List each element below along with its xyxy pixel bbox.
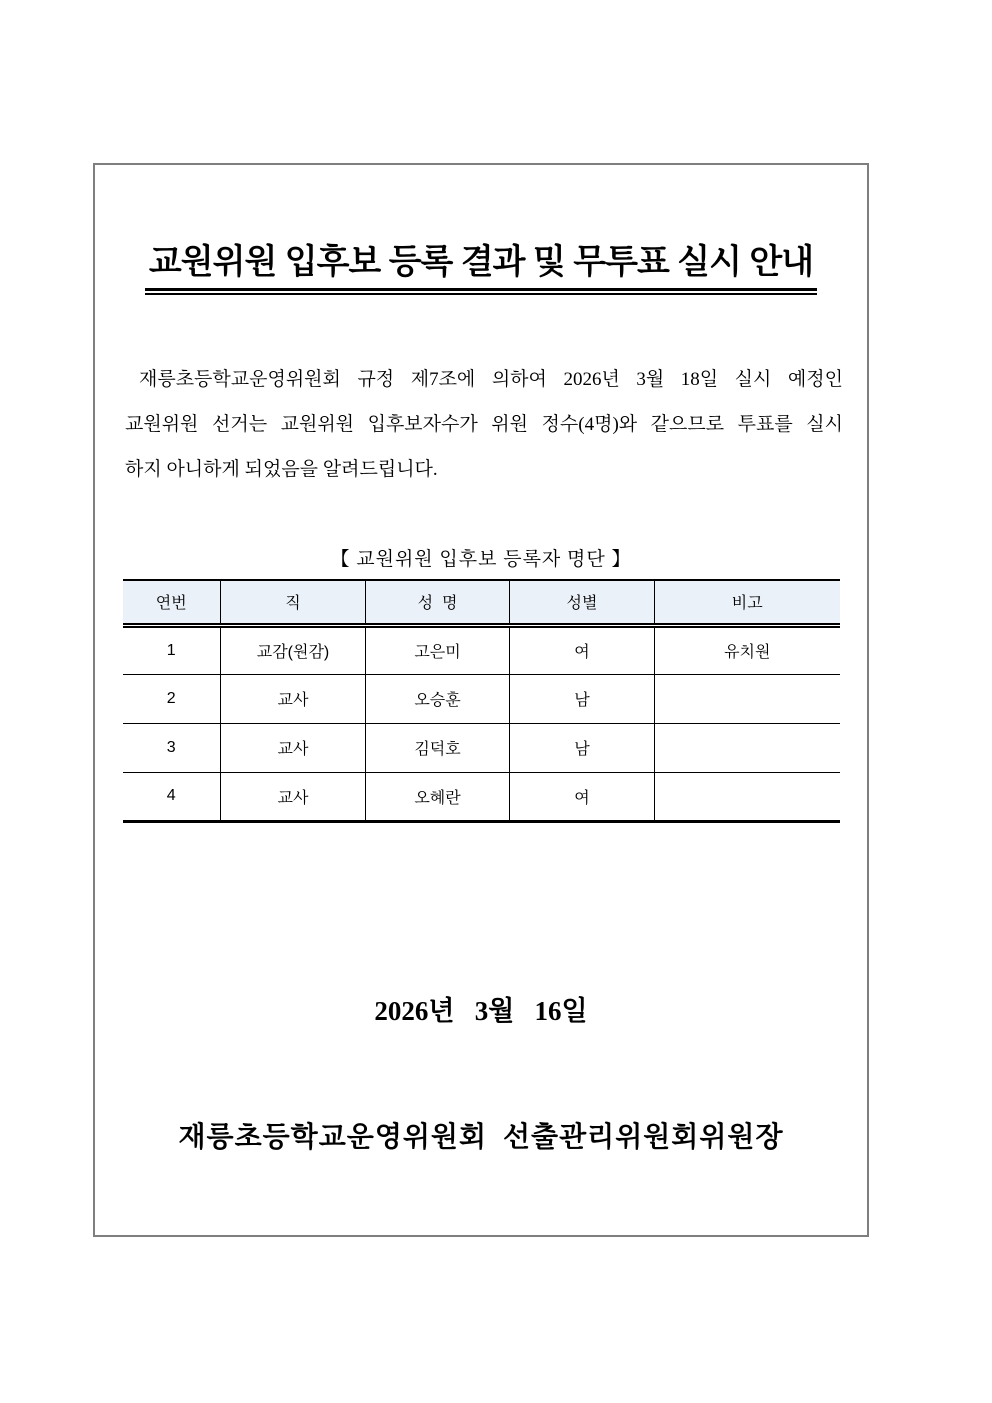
cell-position: 교사 [221, 723, 366, 772]
cell-note [655, 674, 840, 723]
col-header-name: 성 명 [366, 580, 510, 625]
table-header-row [123, 580, 840, 625]
cell-position: 교사 [221, 772, 366, 821]
cell-no: 2 [123, 674, 221, 723]
notice-title: 교원위원 입후보 등록 결과 및 무투표 실시 안내 [145, 241, 817, 291]
cell-note [655, 723, 840, 772]
cell-gender: 남 [510, 723, 655, 772]
cell-name: 김덕호 [366, 723, 510, 772]
cell-position: 교감(원감) [221, 625, 366, 674]
body-line-1: 재릉초등학교운영위원회 규정 제7조에 의하여 2026년 3월 18일 실시 예정인 [139, 369, 843, 390]
cell-gender: 남 [510, 674, 655, 723]
cell-name: 고은미 [366, 625, 510, 674]
cell-note [655, 772, 840, 821]
body-paragraph [125, 357, 843, 492]
col-header-position: 직 [221, 580, 366, 625]
col-header-note: 비고 [655, 580, 840, 625]
body-line-2: 교원위원 선거는 교원위원 입후보자수가 위원 정수(4명)와 같으므로 투표를 실시 [125, 414, 843, 435]
cell-no: 1 [123, 625, 221, 674]
notice-title-wrap [95, 241, 867, 291]
table-row [123, 625, 840, 674]
signer: 재릉초등학교운영위원회 선출관리위원회위원장 [178, 1121, 784, 1153]
table-row [123, 723, 840, 772]
col-header-no: 연번 [123, 580, 221, 625]
cell-no: 3 [123, 723, 221, 772]
cell-no: 4 [123, 772, 221, 821]
cell-gender: 여 [510, 625, 655, 674]
table-row [123, 674, 840, 723]
document-frame [93, 163, 869, 1237]
cell-note: 유치원 [655, 625, 840, 674]
col-header-gender: 성별 [510, 580, 655, 625]
roster-caption: 【 교원위원 입후보 등록자 명단 】 [330, 549, 632, 570]
cell-gender: 여 [510, 772, 655, 821]
roster-table [123, 579, 840, 823]
body-line-3: 하지 아니하게 되었음을 알려드립니다. [125, 459, 438, 480]
table-row [123, 772, 840, 821]
issue-date: 2026년 3월 16일 [374, 995, 588, 1026]
cell-name: 오승훈 [366, 674, 510, 723]
cell-name: 오혜란 [366, 772, 510, 821]
cell-position: 교사 [221, 674, 366, 723]
